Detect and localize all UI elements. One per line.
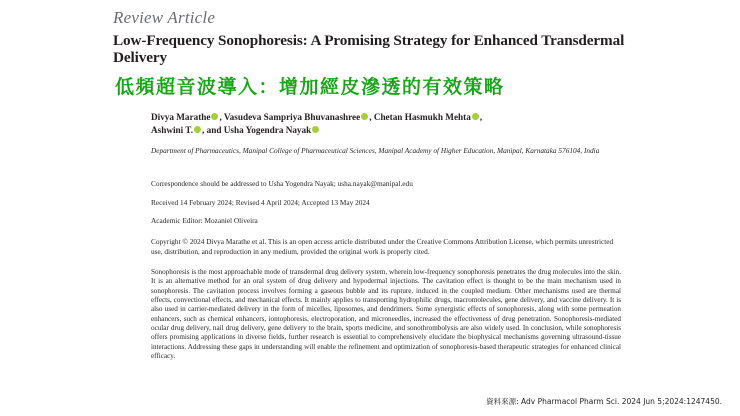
orcid-icon[interactable] (211, 113, 218, 120)
author-separator: , (369, 112, 374, 122)
author-name[interactable]: Vasudeva Sampriya Bhuvanashree (223, 112, 361, 122)
author-separator: , (219, 112, 224, 122)
author-separator: , (479, 112, 483, 122)
article-header (113, 8, 625, 66)
abstract: Sonophoresis is the most approachable mode of transdermal drug delivery system, wherein low-frequency sonophoresis penetrates the drug molecules into the skin. It is an alternative method for an oral system of drug delivery and hypodermal injections. The cavitation effect is thought to be the main mechanism used in sonophoresis. The cavitation process involves forming a gaseous bubble and its rupture, induced in the coupled medium. Other mechanisms used are thermal effects, convectional effects, and mechanical effects. It mainly applies to transporting hydrophilic drugs, macromolecules, gene delivery, and vaccine delivery. It is also used in carrier-mediated delivery in the form of micelles, liposomes, and dendrimers. Some synergistic effects of sonophoresis, along with some permeation enhancers, such as chemical enhancers, iontophoresis, electroporation, and microneedles, increased the effectiveness of drug penetration. Sonophoresis-mediated ocular drug delivery, nail drug delivery, gene delivery to the brain, sports medicine, and sonothrombolysis are also widely used. In conclusion, while sonophoresis offers promising applications in diverse fields, further research is essential to comprehensively elucidate the biophysical mechanisms governing ultrasound-tissue interactions. Addressing these gaps in understanding will enable the refinement and optimization of sonophoresis-based therapeutic strategies for enhanced clinical efficacy. (151, 268, 621, 361)
article-title: Low-Frequency Sonophoresis: A Promising Strategy for Enhanced Transdermal Delivery (113, 32, 625, 66)
correspondence: Correspondence should be addressed to Usha Yogendra Nayak; usha.nayak@manipal.edu (151, 179, 413, 188)
author-list (151, 111, 621, 136)
author-name[interactable]: Ashwini T. (151, 124, 194, 135)
source-citation: 資料來源: Adv Pharmacol Pharm Sci. 2024 Jun 5;2024:1247450. (486, 397, 722, 406)
author-name[interactable]: Usha Yogendra Nayak (223, 124, 312, 135)
author-name[interactable]: Divya Marathe (151, 112, 211, 122)
author-separator: , and (202, 124, 224, 135)
author-name[interactable]: Chetan Hasmukh Mehta (373, 112, 471, 122)
orcid-icon[interactable] (361, 113, 368, 120)
affiliation: Department of Pharmaceutics, Manipal College of Pharmaceutical Sciences, Manipal Academy of Higher Education, Manipal, Karnataka 576104, India (151, 146, 600, 155)
orcid-icon[interactable] (194, 126, 201, 133)
academic-editor: Academic Editor: Mozaniel Oliveira (151, 216, 258, 225)
copyright-notice: Copyright © 2024 Divya Marathe et al. This is an open access article distributed under the Creative Commons Attribution License, which permits unrestricted use, distribution, and reproduction in any medium, provided the original work is properly cited. (151, 237, 614, 256)
publication-dates: Received 14 February 2024; Revised 4 April 2024; Accepted 13 May 2024 (151, 198, 370, 207)
article-type: Review Article (113, 8, 216, 27)
chinese-title: 低頻超音波導入：增加經皮滲透的有效策略 (115, 76, 505, 98)
orcid-icon[interactable] (312, 126, 319, 133)
orcid-icon[interactable] (472, 113, 479, 120)
